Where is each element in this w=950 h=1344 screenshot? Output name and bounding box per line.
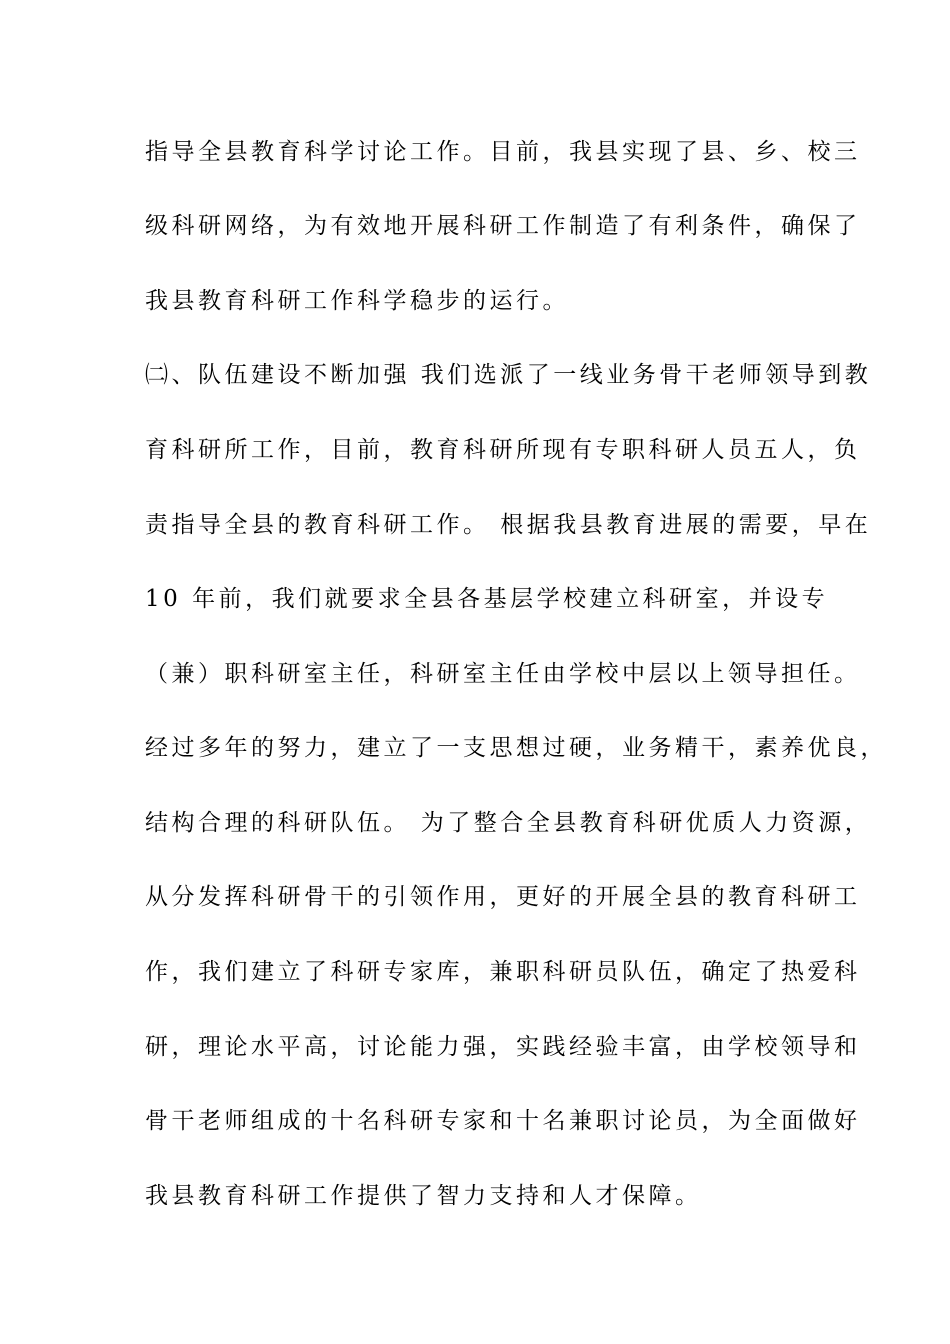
text-line: 研，理论水平高，讨论能力强，实践经验丰富，由学校领导和 — [145, 1034, 861, 1060]
text-line: 经过多年的努力，建立了一支思想过硬，业务精干，素养优良， — [145, 735, 887, 761]
text-line: 作，我们建立了科研专家库，兼职科研员队伍，确定了热爱科 — [145, 959, 861, 985]
text-line: 我县教育科研工作科学稳步的运行。 — [145, 288, 569, 314]
text-line: 育科研所工作，目前，教育科研所现有专职科研人员五人，负 — [145, 437, 861, 463]
text-line: 级科研网络，为有效地开展科研工作制造了有利条件，确保了 — [145, 213, 861, 239]
section-heading-line: ㈡、队伍建设不断加强 我们选派了一线业务骨干老师领导到教 — [145, 362, 872, 388]
text-line: （兼）职科研室主任，科研室主任由学校中层以上领导担任。 — [145, 661, 861, 687]
text-line: 指导全县教育科学讨论工作。目前，我县实现了县、乡、校三 — [145, 139, 861, 165]
text-line: 我县教育科研工作提供了智力支持和人才保障。 — [145, 1183, 702, 1209]
text-line: 10 年前，我们就要求全县各基层学校建立科研室，并设专 — [145, 586, 829, 612]
text-line: 责指导全县的教育科研工作。 根据我县教育进展的需要，早在 — [145, 512, 872, 538]
text-line: 从分发挥科研骨干的引领作用，更好的开展全县的教育科研工 — [145, 884, 861, 910]
text-line: 骨干老师组成的十名科研专家和十名兼职讨论员，为全面做好 — [145, 1108, 861, 1134]
text-line: 结构合理的科研队伍。 为了整合全县教育科研优质人力资源， — [145, 810, 872, 836]
